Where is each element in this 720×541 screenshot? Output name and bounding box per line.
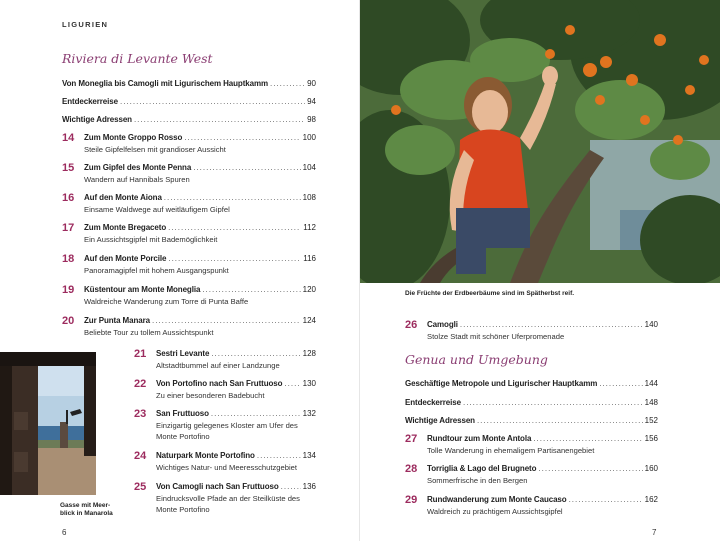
tour-subtitle: Ein Aussichtsgipfel mit Bademöglichkeit [84, 234, 218, 244]
tour-entry-17[interactable] [62, 222, 316, 245]
tour-title: Zum Monte Groppo Rosso [84, 133, 183, 142]
photo-boy-in-tree [360, 0, 720, 283]
tour-page: 104 [302, 163, 316, 172]
tour-number: 25 [134, 481, 147, 493]
tour-number: 16 [62, 192, 75, 204]
entry-title: Geschäftige Metropole und Ligurischer Hauptkamm [405, 379, 598, 388]
tour-page: 160 [644, 464, 658, 473]
tour-title: Auf den Monte Porcile [84, 254, 167, 263]
tour-page: 124 [302, 316, 316, 325]
tour-entry-26[interactable] [405, 319, 658, 342]
entry-page: 90 [307, 79, 316, 88]
entry-page: 144 [644, 379, 658, 388]
tour-subtitle: Monte Portofino [156, 431, 210, 441]
tour-subtitle: Einsame Waldwege auf weitläufigem Gipfel [84, 204, 230, 214]
tour-subtitle: Panoramagipfel mit hohem Ausgangspunkt [84, 265, 229, 275]
tour-subtitle: Stolze Stadt mit schöner Uferpromenade [427, 331, 565, 341]
tour-subtitle: Wichtiges Natur- und Meeresschutzgebiet [156, 462, 297, 472]
page-number-right: 7 [652, 528, 657, 537]
entry-page: 98 [307, 115, 316, 124]
tour-page: 132 [302, 409, 316, 418]
tour-entry-29[interactable] [405, 494, 658, 517]
tour-title: Zum Monte Bregaceto [84, 223, 167, 232]
tour-number: 22 [134, 378, 147, 390]
tour-title: Von Portofino nach San Fruttuoso [156, 379, 283, 388]
right-page [360, 0, 720, 541]
tour-subtitle: Beliebte Tour zu tollem Aussichtspunkt [84, 327, 214, 337]
toc-entry[interactable] [62, 115, 316, 126]
photo-caption-right: Die Früchte der Erdbeerbäume sind im Spätherbst reif. [405, 290, 575, 297]
tour-number: 29 [405, 494, 418, 506]
tour-page: 162 [644, 495, 658, 504]
entry-title: Entdeckerreise [405, 398, 461, 407]
tour-number: 20 [62, 315, 75, 327]
toc-entry[interactable] [62, 79, 316, 90]
tour-title: Torriglia & Lago del Brugneto [427, 464, 537, 473]
tour-subtitle: Waldreiche Wanderung zum Torre di Punta Baffe [84, 296, 249, 306]
tour-subtitle: Tolle Wanderung in ehemaligem Partisanengebiet [427, 445, 595, 455]
tour-number: 17 [62, 222, 75, 234]
tour-subtitle: Sommerfrische in den Bergen [427, 475, 528, 485]
tour-page: 116 [303, 254, 316, 263]
tour-title: Auf den Monte Aiona [84, 193, 162, 202]
tour-number: 14 [62, 132, 75, 144]
tour-page: 128 [302, 349, 316, 358]
tour-subtitle: Einzigartig gelegenes Kloster am Ufer des [156, 420, 298, 430]
tour-entry-16[interactable] [62, 192, 316, 215]
tour-title: San Fruttuoso [156, 409, 209, 418]
tour-entry-27[interactable] [405, 433, 658, 456]
tour-page: 156 [644, 434, 658, 443]
tour-number: 28 [405, 463, 418, 475]
tour-page: 136 [302, 482, 316, 491]
tour-page: 112 [303, 223, 316, 232]
tour-number: 19 [62, 284, 75, 296]
toc-entry[interactable] [405, 416, 658, 427]
tour-title: Rundtour zum Monte Antola [427, 434, 532, 443]
tour-title: Zum Gipfel des Monte Penna [84, 163, 192, 172]
tour-page: 100 [302, 133, 316, 142]
tour-entry-18[interactable] [62, 253, 316, 276]
tour-subtitle: Waldreich zu prächtigem Aussichtsgipfel [427, 506, 563, 516]
tour-number: 23 [134, 408, 147, 420]
tour-page: 120 [302, 285, 316, 294]
tour-title: Zur Punta Manara [84, 316, 150, 325]
tour-number: 26 [405, 319, 418, 331]
entry-title: Von Moneglia bis Camogli mit Ligurischem Hauptkamm [62, 79, 268, 88]
tour-entry-25[interactable] [134, 481, 316, 515]
tour-page: 140 [644, 320, 658, 329]
tour-number: 27 [405, 433, 418, 445]
tour-entry-24[interactable] [134, 450, 316, 473]
entry-title: Entdeckerreise [62, 97, 118, 106]
tour-title: Naturpark Monte Portofino [156, 451, 255, 460]
entry-page: 94 [307, 97, 316, 106]
toc-entry[interactable] [405, 379, 658, 390]
photo-alley-sea-view [0, 352, 96, 495]
tour-subtitle: Altstadtbummel auf einer Landzunge [156, 360, 280, 370]
tour-number: 18 [62, 253, 75, 265]
tour-entry-14[interactable] [62, 132, 316, 155]
photo-caption-left: Gasse mit Meer-blick in Manarola [60, 502, 113, 517]
tour-title: Camogli [427, 320, 458, 329]
tour-subtitle: Zu einer besonderen Badebucht [156, 390, 265, 400]
tour-entry-21[interactable] [134, 348, 316, 371]
entry-page: 152 [644, 416, 658, 425]
tour-subtitle: Monte Portofino [156, 504, 210, 514]
tour-entry-28[interactable] [405, 463, 658, 486]
toc-entry[interactable] [405, 398, 658, 409]
tour-title: Rundwanderung zum Monte Caucaso [427, 495, 567, 504]
section-title-riviera: Riviera di Levante West [62, 51, 213, 66]
tour-page: 108 [302, 193, 316, 202]
entry-title: Wichtige Adressen [62, 115, 132, 124]
running-head: LIGURIEN [62, 20, 109, 29]
tour-entry-19[interactable] [62, 284, 316, 307]
entry-title: Wichtige Adressen [405, 416, 475, 425]
alley-photo-illustration [0, 352, 96, 495]
tour-title: Küstentour am Monte Moneglia [84, 285, 201, 294]
tour-subtitle: Eindrucksvolle Pfade an der Steilküste des [156, 493, 300, 503]
tour-page: 130 [302, 379, 316, 388]
boy-tree-photo-illustration [360, 0, 720, 283]
tour-title: Von Camogli nach San Fruttuoso [156, 482, 279, 491]
tour-entry-15[interactable] [62, 162, 316, 185]
entry-page: 148 [644, 398, 658, 407]
tour-subtitle: Steile Gipfelfelsen mit grandioser Aussicht [84, 144, 226, 154]
tour-entry-22[interactable] [134, 378, 316, 401]
tour-entry-23[interactable] [134, 408, 316, 442]
section-title-genua: Genua und Umgebung [405, 352, 548, 367]
tour-number: 15 [62, 162, 75, 174]
page-number-left: 6 [62, 528, 67, 537]
tour-page: 134 [302, 451, 316, 460]
tour-entry-20[interactable] [62, 315, 316, 338]
toc-entry[interactable] [62, 97, 316, 108]
tour-subtitle: Wandern auf Hannibals Spuren [84, 174, 190, 184]
tour-title: Sestri Levante [156, 349, 210, 358]
tour-number: 24 [134, 450, 147, 462]
tour-number: 21 [134, 348, 147, 360]
